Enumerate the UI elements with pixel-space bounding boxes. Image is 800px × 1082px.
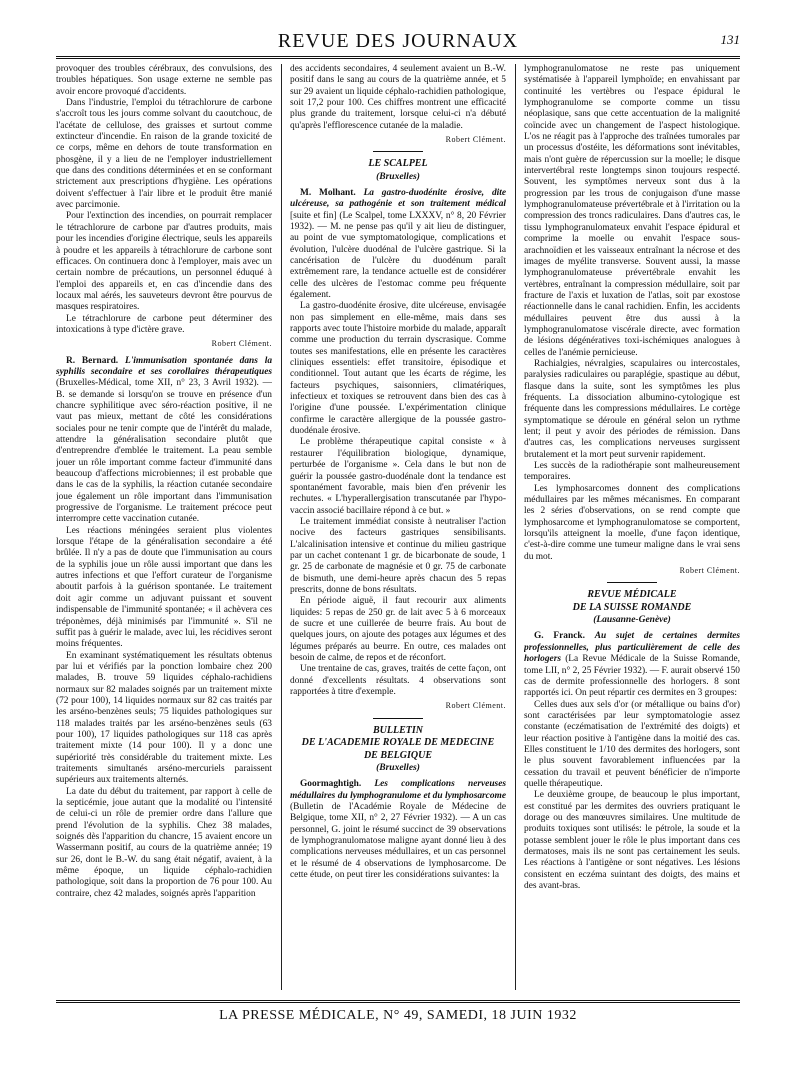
paragraph: Le problème thérapeutique capital consiste « à restaurer l'équilibration biologique, dynamique, perturbée de l'organisme ». Cela dans le but non de guérir la poussée gastro-duodénale dont la tendance est spontanément favorable, mais bien d'en prévenir les rechutes. « L'hyperallergisation transcutanée par l'hypo-vaccin associé bacillaire répond à ce but. » [290,437,506,516]
paragraph: Le tétrachlorure de carbone peut déterminer des intoxications à type d'ictère grave. [56,313,272,335]
signature: Robert Clément. [445,135,506,145]
text-columns [56,64,740,990]
running-title: REVUE DES JOURNAUX [277,30,519,52]
section-city: (Lausanne-Genève) [593,615,671,626]
article-body: (Bruxelles-Médical, tome XII, n° 23, 3 Avril 1932). — B. se demande si lorsqu'on se trouve en présence d'un chancre syphilitique avec séro-réaction positive, il ne vaut pas mieux, mettant de côté les considérations sociales pour ne tenir compte que de l'intérêt du malade, attendre la généralisation secondaire plutôt que d'entreprendre d'emblée le traitement. La peau semble jouer un rôle important comme facteur d'immunité dans beaucoup d'affections microbiennes; il est probable que dans le cas de la syphilis, la réaction cutanée secondaire joue également un rôle important dans l'immunisation progressive de l'organisme. Le traitement précoce peut interrompre cette vaccination cutanée. [56,378,272,525]
signature: Robert Clément. [679,566,740,576]
article-abstract [524,631,740,699]
section-city: (Bruxelles) [376,763,420,774]
section-title: LE SCALPEL [368,158,428,170]
paragraph: La gastro-duodénite érosive, dite ulcéreuse, envisagée non pas simplement en elle-même, mais dans ses rapports avec toute l'histoire morbide du malade, apparaît comme une production du terrain dyscrasique. Comme toutes ses manifestations, elle en présente les caractères cliniques essentiels: effet transitoire, épisodique et conditionnel. Tout autant que les écarts de régime, les facteurs psychiques, saisonniers, climatériques, infectieux et toxiques se retrouvent dans bien des cas à l'origine d'une poussée. L'expérimentation clinique confirme le caractère allergique de la poussée gastro-duodénale érosive. [290,301,506,437]
article-author: M. Molhant. [300,187,356,198]
journal-page [56,0,740,1082]
paragraph: Les lymphosarcomes donnent des complications médullaires par les mêmes mécanismes. En comparant les 2 séries d'observations, on se rend compte que lymphosarcome et lymphogranulomatose se comportent, lorsqu'ils atteignent la moelle, d'une façon identique, c'est-à-dire comme une tumeur maligne dans le vrai sens du mot. [524,483,740,562]
section-title: DE BELGIQUE [363,749,433,761]
header-rule-double [56,58,740,59]
footer-rule [56,1000,740,1001]
article-abstract [290,188,506,301]
column-3 [524,64,740,990]
article-title: Les complications nerveuses médullaires du lymphogranulome et du lymphosarcome [290,779,506,801]
column-1 [56,64,272,990]
column-divider [281,64,282,990]
page-number: 131 [720,32,740,47]
paragraph: Le deuxième groupe, de beaucoup le plus important, est constitué par les dermites des ouvriers pratiquant le dorage ou des manœuvres similaires. Une multitude de produits toxiques sont utilisés: le pétrole, la soude et la potasse semblent jouer le rôle le plus important dans ces dermatoses, mais ils ne sont pas certainement les seuls. Les réactions à l'antigène or sont négatives. Les lésions consistent en eczéma suintant des doigts, des mains et des avant-bras. [524,790,740,892]
paragraph: Les succès de la radiothérapie sont malheureusement temporaires. [524,461,740,483]
article-title: La gastro-duodénite érosive, dite ulcéreuse, sa pathogénie et son traitement médical [290,187,506,210]
paragraph: Celles dues aux sels d'or (or métallique ou bains d'or) sont caractérisées par leur symptomatologie assez constante (eczématisation de l'extrémité des doigts) et leur réaction positive à l'antigène dans la moitié des cas. Elles constituent le 1/10 des dermites des horlogers, sont le plus souvent favorablement influencées par la cessation du travail et peuvent bénéficier de n'importe quelle thérapeutique. [524,699,740,789]
article-author: R. Bernard. [66,355,119,366]
article-abstract [290,779,506,881]
section-title: DE L'ACADEMIE ROYALE DE MEDECINE [301,737,495,749]
article-author: G. Franck. [534,631,585,642]
column-2 [290,64,506,990]
section-rule [373,718,423,719]
paragraph: Dans l'industrie, l'emploi du tétrachlorure de carbone s'accroît tous les jours comme solvant du caoutchouc, de l'acétate de cellulose, des graisses et surtout comme extincteur d'incendie. En raison de la grande toxicité de ce corps, même en dehors de toute transformation en phosgène, il y a lieu de ne l'employer industriellement que dans des conditions déterminées et en se conformant strictement aux prescriptions d'hygiène. Les opérations doivent s'effectuer à l'air libre et le produit être manié avec parcimonie. [56,98,272,211]
paragraph: Pour l'extinction des incendies, on pourrait remplacer le tétrachlorure de carbone par d'autres produits, mais pour les incendies d'origine électrique, seuls les appareils à poudre et les appareils à tétrachlorure de carbone sont efficaces. On continuera donc à l'employer, mais avec un certain nombre de précautions, un personnel éduqué à l'emploi des appareils et, en cas d'incendie dans des locaux mal aérés, les sauveteurs devront être pourvus de masques respiratoires. [56,211,272,313]
paragraph: Une trentaine de cas, graves, traités de cette façon, ont donné d'excellents résultats. 4 observations sont rapportées à titre d'exemple. [290,664,506,698]
article-body: (Bulletin de l'Académie Royale de Médecine de Belgique, tome XII, n° 2, 27 Février 1932). — A un cas personnel, G. joint le résumé succinct de 39 observations de lymphogranulomatose maligne ayant donné lieu à des complications nerveuses médullaires, et un cas personnel et le résumé de 4 observations de lymphosarcome. De cette étude, on peut tirer les considérations suivantes: la [290,801,506,880]
paragraph: des accidents secondaires, 4 seulement avaient un B.-W. positif dans le sang au cours de la quatrième année, et 5 sur 29 avaient un liquide céphalo-rachidien pathologique, soit 17,2 pour 100. Ces chiffres montrent une efficacité plus grande du traitement, lorsque celui-ci n'a débuté qu'après l'efflorescence cutanée de la maladie. [290,64,506,131]
paragraph: Le traitement immédiat consiste à neutraliser l'action nocive des facteurs gastriques sensibilisants. L'alcalinisation intensive et continue du milieu gastrique par un cachet contenant 1 gr. de bicarbonate de soude, 1 gr. 25 de carbonate de magnésie et 0 gr. 75 de carbonate de bismuth, une demi-heure après chacun des 5 repas prescrits, donne de bons résultats. [290,516,506,595]
header-rule [56,56,740,57]
page-header [56,28,740,58]
section-title: DE LA SUISSE ROMANDE [572,601,692,613]
paragraph: provoquer des troubles cérébraux, des convulsions, des troubles hépatiques. Son usage externe ne semble pas avoir encore provoqué d'accidents. [56,64,272,97]
paragraph: lymphogranulomatose ne reste pas uniquement systématisée à l'appareil lymphoïde; en envahissant par continuité les vertèbres ou l'espace épidural le lymphogranulome se comporte comme un tissu néoplasique, sans que cette accentuation de la malignité coïncide avec un changement de l'aspect histologique. L'os ne réagit pas à l'approche des traînées tumorales par un processus d'ostéite, les déformations sont inévitables, mais n'ont guère de répercussion sur la moelle; le disque intervertébral reste longtemps sinon toujours respecté. Souvent, les symptômes nerveux sont dus à la progression par les trous de conjugaison d'une masse lymphogranulomateuse prévertébrale et à l'irritation ou la compression des troncs radiculaires. Dans d'autres cas, le tissu lymphogranulomateux envahit l'espace épidural et comprime la moelle ou envahit l'espace sous-arachnoïdien et les vaisseaux entraînant la nécrose et des images de myélite transverse. Souvent aussi, la masse lymphogranulomateuse prévertébrale envahit les vertèbres, entraînant la compression médullaire, soit par fracture de l'axis et luxation de l'atlas, soit par exostose réactionnelle dans le canal rachidien. Enfin, les accidents médullaires peuvent être dus aussi à la lymphogranulomatose viscérale directe, avec formation de lésions dégénératives toxi-ischémiques analogues à celles de l'anémie pernicieuse. [524,64,740,358]
signature: Robert Clément. [211,339,272,349]
paragraph: Rachialgies, névralgies, scapulaires ou intercostales, paralysies radiculaires ou paraplégie, spastique au début, flasque dans la suite, sont les symptômes les plus fréquents. La dissociation albumino-cytologique est fréquente dans les compressions médullaires. Le cortège symptomatique se déroule en général selon un rythme lent; il peut y avoir des périodes de rémission. Dans d'autres cas, les complications nerveuses surgissent brutalement et la mort peut survenir rapidement. [524,358,740,460]
paragraph: La date du début du traitement, par rapport à celle de la septicémie, joue autant que la modalité ou l'intensité de celui-ci un rôle de premier ordre dans l'allure que prend l'évolution de la syphilis. Chez 38 malades, soignés dès l'apparition du chancre, 15 avaient encore un Wassermann positif, au cours de la quatrième année; 19 sur 26, dont le B.-W. du sang était négatif, avaient, à la même époque, un liquide céphalo-rachidien pathologique, soit dans la proportion de 76 pour 100. Au contraire, chez 42 malades, soignés après l'apparition [56,786,272,899]
article-body: [suite et fin] (Le Scalpel, tome LXXXV, n° 8, 20 Février 1932). — M. ne pense pas qu'il y ait lieu de distinguer, au point de vue symptomatologique, complications et évolution, l'ulcère duodénal de l'ulcère gastrique. Si la cancérisation de l'ulcère du duodénum paraît extrêmement rare, la tendance actuelle est de considérer celle des ulcères de l'estomac comme peu fréquente également. [290,210,506,300]
footer-rule-double [56,1002,740,1003]
section-title: REVUE MÉDICALE [587,589,677,601]
article-abstract [56,356,272,526]
article-title: Au sujet de certaines dermites professionnelles, plus particulièrement de celle des horlogers [524,631,740,665]
footer-imprint: LA PRESSE MÉDICALE, N° 49, SAMEDI, 18 JUIN 1932 [219,1008,577,1023]
column-divider [515,64,516,990]
section-rule [607,582,657,583]
article-author: Goormaghtigh. [300,779,362,790]
paragraph: En période aiguë, il faut recourir aux aliments liquides: 5 repas de 250 gr. de lait avec 5 à 6 morceaux de sucre et une cuillerée de beurre frais. Au bout de quelques jours, on ajoute des potages aux légumes et des légumes préparés au beurre. En outre, ces malades ont besoin de calme, de repos et de réconfort. [290,596,506,663]
section-rule [373,151,423,152]
page-footer [56,1000,740,1030]
article-body: (La Revue Médicale de la Suisse Romande, tome LII, n° 2, 25 Février 1932). — F. aurait observé 150 cas de dermite professionnelle des horlogers. 8 sont rapportés ici. On peut répartir ces dermites en 3 groupes: [524,654,740,699]
section-title: BULLETIN [373,724,423,736]
paragraph: En examinant systématiquement les résultats obtenus par lui et vérifiés par la ponction lombaire chez 200 malades, B. trouve 59 liquides céphalo-rachidiens normaux sur 82 malades soignés par un traitement mixte (72 pour 100), 14 liquides normaux sur 82 cas traités par les arséno-benzènes seuls; 75 liquides pathologiques sur 118 malades traités par les arséno-benzènes seuls (63 pour 100), 17 liquides pathologiques sur 118 cas après traitement mixte (14 pour 100). Il y a donc une supériorité très considérable du traitement mixte. Les traitements simultanés arséno-mercuriels paraissent supérieurs aux traitements alternés. [56,650,272,786]
paragraph: Les réactions méningées seraient plus violentes lorsque l'étape de la généralisation secondaire a été brûlée. Il n'y a pas de doute que l'immunisation au cours de la syphilis joue un rôle aussi important que dans les autres infections et que l'effort curateur de l'organisme aboutit parfois à la guérison spontanée. Le traitement doit agir comme un adjuvant puissant et souvent indispensable de l'immunité spontanée; « il achèvera ces tréponèmes, déjà minimisés par l'immunité ». S'il ne suffit pas à guérir le malade, avec lui, les récidives seront moins fréquentes. [56,525,272,650]
signature: Robert Clément. [445,701,506,711]
article-title: L'immunisation spontanée dans la syphilis secondaire et ses corollaires thérapeutiques [56,355,272,377]
section-city: (Bruxelles) [376,171,420,182]
